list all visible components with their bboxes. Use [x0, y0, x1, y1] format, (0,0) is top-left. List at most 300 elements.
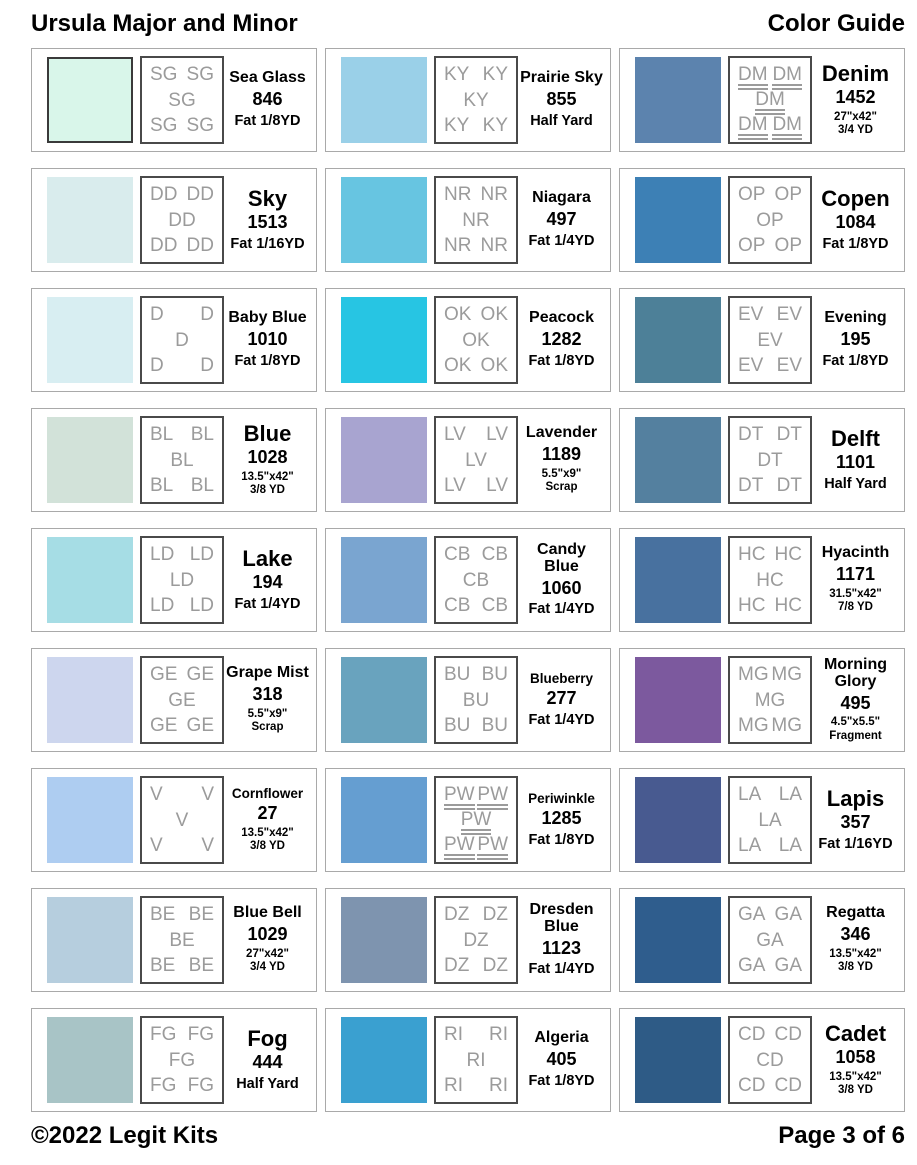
code-row	[150, 1025, 214, 1044]
piece-code: OK	[444, 355, 472, 376]
color-card	[619, 528, 905, 632]
fabric-name: Blueberry	[529, 670, 594, 686]
code-row	[444, 785, 508, 810]
code-row	[738, 331, 802, 350]
guide-label: Color Guide	[767, 10, 905, 37]
piece-code: RI	[444, 1075, 463, 1096]
color-swatch	[47, 657, 133, 743]
code-row	[444, 451, 508, 470]
fabric-info	[518, 542, 605, 618]
code-row	[444, 331, 508, 350]
fabric-number: 1084	[835, 212, 876, 233]
piece-code: PW	[444, 835, 475, 860]
fabric-info	[812, 657, 899, 743]
color-card	[31, 888, 317, 992]
fabric-info	[518, 672, 605, 729]
piece-code: OP	[774, 184, 802, 205]
yardage: 31.5"x42" 7/8 YD	[829, 588, 882, 614]
color-card	[31, 48, 317, 152]
code-row	[150, 905, 214, 924]
code-row	[738, 665, 802, 684]
color-swatch	[47, 297, 133, 383]
piece-code: GE	[186, 664, 214, 685]
piece-code-box	[140, 1016, 224, 1104]
fabric-info	[812, 62, 899, 137]
piece-code: KY	[482, 64, 508, 85]
color-card	[325, 888, 611, 992]
code-row	[738, 931, 802, 950]
fabric-info	[812, 310, 899, 369]
code-row	[738, 785, 802, 804]
piece-code-box	[140, 776, 224, 864]
piece-code: SG	[186, 115, 214, 136]
color-card	[31, 648, 317, 752]
fabric-number: 1285	[541, 807, 582, 828]
fabric-number: 346	[840, 924, 871, 945]
yardage: Half Yard	[236, 1076, 299, 1093]
piece-code: FG	[150, 1075, 177, 1096]
fabric-info	[224, 1027, 311, 1093]
yardage: Half Yard	[824, 476, 887, 493]
piece-code: OK	[444, 304, 472, 325]
piece-code-box	[728, 296, 812, 384]
color-swatch	[47, 177, 133, 263]
piece-code: SG	[150, 64, 178, 85]
color-card	[325, 528, 611, 632]
code-row	[444, 571, 508, 590]
color-swatch	[341, 777, 427, 863]
piece-code: DM	[755, 90, 785, 115]
code-row	[150, 716, 214, 735]
color-card	[619, 1008, 905, 1112]
yardage: Fat 1/4YD	[528, 232, 595, 249]
page-footer	[31, 1112, 905, 1150]
fabric-number: 1029	[247, 924, 288, 945]
piece-code-box	[434, 896, 518, 984]
piece-code: CB	[481, 595, 508, 616]
piece-code: V	[175, 809, 189, 831]
color-card	[619, 48, 905, 152]
yardage: 4.5"x5.5" Fragment	[829, 716, 882, 742]
piece-code: NR	[480, 235, 508, 256]
code-row	[738, 476, 802, 495]
fabric-name: Dresden Blue	[529, 900, 594, 935]
code-row	[150, 116, 214, 135]
piece-code: PW	[461, 810, 492, 835]
code-row	[444, 1051, 508, 1070]
piece-code: CD	[738, 1075, 766, 1096]
yardage: 27"x42" 3/4 YD	[246, 948, 289, 974]
piece-code: CB	[462, 569, 490, 591]
piece-code: DM	[772, 65, 802, 90]
code-row	[150, 1051, 214, 1070]
fabric-name: Baby Blue	[228, 309, 307, 327]
piece-code: RI	[444, 1024, 463, 1045]
fabric-name: Fog	[247, 1026, 288, 1052]
piece-code: CD	[774, 1075, 802, 1096]
code-row	[444, 185, 508, 204]
piece-code: BE	[169, 929, 195, 951]
piece-code: GA	[756, 929, 784, 951]
piece-code: EV	[776, 355, 802, 376]
code-row	[444, 905, 508, 924]
piece-code: DT	[776, 424, 802, 445]
piece-code: BE	[188, 955, 214, 976]
piece-code: BU	[481, 664, 508, 685]
piece-code: BL	[190, 424, 214, 445]
piece-code: CD	[756, 1049, 784, 1071]
piece-code-box	[728, 56, 812, 144]
piece-code-box	[434, 56, 518, 144]
code-row	[444, 835, 508, 860]
piece-code: BE	[150, 904, 176, 925]
piece-code-box	[140, 296, 224, 384]
code-row	[150, 211, 214, 230]
code-row	[444, 956, 508, 975]
color-swatch	[341, 657, 427, 743]
fabric-info	[812, 427, 899, 493]
color-card	[619, 408, 905, 512]
yardage: Fat 1/16YD	[818, 836, 893, 853]
code-row	[150, 665, 214, 684]
piece-code: LA	[758, 809, 782, 831]
piece-code: HC	[738, 595, 766, 616]
piece-code-box	[140, 536, 224, 624]
piece-code: RI	[489, 1075, 508, 1096]
fabric-info	[518, 792, 605, 849]
color-card	[619, 288, 905, 392]
piece-code: EV	[738, 304, 764, 325]
fabric-info	[224, 422, 311, 497]
code-row	[738, 425, 802, 444]
fabric-name: Prairie Sky	[520, 69, 603, 87]
piece-code: LD	[169, 569, 195, 591]
code-row	[444, 236, 508, 255]
fabric-name: Lapis	[826, 786, 885, 812]
piece-code-box	[434, 536, 518, 624]
piece-code: PW	[444, 785, 475, 810]
piece-code: BU	[462, 689, 490, 711]
fabric-number: 846	[252, 89, 283, 110]
piece-code: CB	[444, 544, 471, 565]
piece-code: V	[201, 784, 214, 805]
code-row	[444, 211, 508, 230]
piece-code: PW	[477, 785, 508, 810]
piece-code: HC	[756, 569, 784, 591]
color-swatch	[341, 297, 427, 383]
piece-code: KY	[482, 115, 508, 136]
color-card	[325, 1008, 611, 1112]
fabric-name: Algeria	[534, 1029, 589, 1047]
fabric-number: 1123	[541, 937, 582, 958]
piece-code: MG	[738, 664, 769, 685]
piece-code: HC	[774, 544, 802, 565]
code-row	[444, 305, 508, 324]
fabric-info	[224, 905, 311, 974]
fabric-info	[224, 787, 311, 853]
fabric-name: Delft	[831, 426, 880, 452]
piece-code: DM	[772, 115, 802, 140]
code-row	[444, 691, 508, 710]
fabric-number: 357	[840, 812, 871, 833]
code-row	[150, 451, 214, 470]
page-number: Page 3 of 6	[778, 1122, 905, 1149]
piece-code: V	[150, 784, 163, 805]
piece-code: DM	[738, 65, 768, 90]
code-row	[738, 571, 802, 590]
code-row	[738, 356, 802, 375]
code-row	[150, 691, 214, 710]
piece-code: MG	[754, 689, 786, 711]
color-card	[325, 288, 611, 392]
piece-code: BE	[188, 904, 214, 925]
color-card	[31, 768, 317, 872]
fabric-number: 194	[252, 572, 283, 593]
piece-code: GE	[168, 689, 196, 711]
fabric-info	[224, 547, 311, 613]
yardage: 27"x42" 3/4 YD	[834, 111, 877, 137]
piece-code: NR	[444, 184, 472, 205]
fabric-info	[518, 425, 605, 494]
color-swatch	[47, 417, 133, 503]
piece-code: DM	[738, 115, 768, 140]
code-row	[444, 810, 508, 835]
piece-code: MG	[738, 715, 769, 736]
fabric-name: Regatta	[826, 904, 885, 922]
piece-code-box	[140, 176, 224, 264]
piece-code: GA	[774, 904, 802, 925]
fabric-name: Sky	[247, 186, 288, 212]
piece-code: DZ	[463, 929, 489, 951]
piece-code: BL	[150, 424, 174, 445]
color-swatch	[341, 57, 427, 143]
piece-code: DT	[738, 424, 764, 445]
fabric-info	[224, 310, 311, 369]
piece-code: LD	[189, 544, 214, 565]
piece-code: GE	[186, 715, 214, 736]
color-card	[619, 768, 905, 872]
piece-code: SG	[186, 64, 214, 85]
code-row	[150, 1076, 214, 1095]
fabric-info	[812, 1022, 899, 1097]
piece-code: BU	[444, 715, 471, 736]
piece-code: BE	[150, 955, 176, 976]
color-swatch	[635, 297, 721, 383]
fabric-number: 855	[546, 89, 577, 110]
piece-code: LD	[150, 595, 175, 616]
piece-code: SG	[168, 89, 196, 111]
piece-code: OP	[774, 235, 802, 256]
yardage: 13.5"x42" 3/8 YD	[241, 826, 294, 852]
color-swatch	[635, 57, 721, 143]
fabric-number: 1189	[541, 444, 582, 465]
piece-code: FG	[187, 1024, 214, 1045]
piece-code: OP	[738, 184, 766, 205]
piece-code: OK	[462, 329, 490, 351]
fabric-info	[812, 545, 899, 614]
code-row	[738, 691, 802, 710]
code-row	[150, 305, 214, 324]
color-card	[31, 288, 317, 392]
code-row	[444, 716, 508, 735]
code-row	[150, 785, 214, 804]
piece-code: EV	[757, 329, 783, 351]
code-row	[150, 185, 214, 204]
piece-code: HC	[738, 544, 766, 565]
code-row	[738, 1025, 802, 1044]
piece-code: EV	[776, 304, 802, 325]
yardage: Fat 1/16YD	[230, 236, 305, 253]
fabric-number: 495	[840, 692, 871, 713]
piece-code: CB	[481, 544, 508, 565]
fabric-name: Lake	[242, 546, 293, 572]
fabric-name: Periwinkle	[528, 790, 595, 806]
code-row	[444, 665, 508, 684]
code-row	[444, 545, 508, 564]
piece-code: CD	[738, 1024, 766, 1045]
piece-code: BU	[481, 715, 508, 736]
piece-code: DT	[738, 475, 764, 496]
code-row	[150, 331, 214, 350]
color-card	[325, 648, 611, 752]
fabric-info	[518, 310, 605, 369]
color-swatch	[635, 657, 721, 743]
yardage: Fat 1/8YD	[528, 352, 595, 369]
code-row	[150, 545, 214, 564]
piece-code: V	[201, 835, 214, 856]
yardage: Fat 1/8YD	[822, 236, 889, 253]
fabric-name: Morning Glory	[823, 656, 888, 690]
fabric-name: Blue	[243, 421, 292, 447]
piece-code: RI	[489, 1024, 508, 1045]
color-card	[619, 648, 905, 752]
color-swatch	[635, 897, 721, 983]
piece-code-box	[728, 416, 812, 504]
fabric-info	[518, 70, 605, 129]
piece-code: D	[200, 355, 214, 376]
color-card	[31, 408, 317, 512]
fabric-name: Grape Mist	[226, 664, 309, 682]
code-row	[738, 956, 802, 975]
fabric-name: Blue Bell	[233, 904, 302, 922]
piece-code: MG	[771, 715, 802, 736]
yardage: Fat 1/4YD	[528, 961, 595, 978]
fabric-number: 497	[546, 209, 577, 230]
piece-code: KY	[444, 64, 470, 85]
fabric-number: 1028	[247, 447, 288, 468]
fabric-number: 405	[546, 1049, 577, 1070]
code-row	[150, 65, 214, 84]
color-card	[31, 528, 317, 632]
fabric-info	[518, 190, 605, 249]
code-row	[150, 811, 214, 830]
code-row	[444, 596, 508, 615]
code-row	[150, 425, 214, 444]
fabric-number: 1060	[541, 577, 582, 598]
color-swatch	[635, 177, 721, 263]
color-swatch	[47, 777, 133, 863]
code-row	[444, 65, 508, 84]
piece-code: MG	[771, 664, 802, 685]
yardage: Fat 1/4YD	[528, 711, 595, 728]
fabric-info	[518, 1030, 605, 1089]
piece-code: GE	[150, 664, 178, 685]
code-row	[150, 571, 214, 590]
piece-code: D	[200, 304, 214, 325]
code-row	[738, 1076, 802, 1095]
color-card	[325, 48, 611, 152]
piece-code: EV	[738, 355, 764, 376]
yardage: Fat 1/4YD	[528, 601, 595, 618]
yardage: 5.5"x9" Scrap	[247, 708, 288, 734]
piece-code: DD	[168, 209, 196, 231]
fabric-info	[812, 787, 899, 853]
code-row	[738, 305, 802, 324]
piece-code: GE	[150, 715, 178, 736]
piece-code-box	[728, 536, 812, 624]
fabric-number: 1452	[835, 87, 876, 108]
yardage: 13.5"x42" 3/8 YD	[241, 471, 294, 497]
piece-code: D	[175, 329, 189, 351]
piece-code: BL	[150, 475, 174, 496]
piece-code: NR	[444, 235, 472, 256]
color-grid	[31, 48, 905, 1112]
yardage: 13.5"x42" 3/8 YD	[829, 1071, 882, 1097]
piece-code: DZ	[482, 904, 508, 925]
code-row	[150, 476, 214, 495]
piece-code: DD	[150, 235, 178, 256]
color-swatch	[635, 537, 721, 623]
yardage: Fat 1/8YD	[822, 352, 889, 369]
code-row	[738, 185, 802, 204]
piece-code: GA	[738, 904, 766, 925]
code-row	[444, 116, 508, 135]
fabric-info	[224, 665, 311, 734]
color-swatch	[635, 1017, 721, 1103]
piece-code: HC	[774, 595, 802, 616]
code-row	[738, 90, 802, 115]
piece-code: LV	[486, 424, 508, 445]
piece-code: BU	[444, 664, 471, 685]
fabric-name: Cornflower	[231, 785, 304, 801]
piece-code: DZ	[444, 904, 470, 925]
piece-code: FG	[168, 1049, 196, 1071]
fabric-info	[224, 187, 311, 253]
piece-code: OK	[480, 355, 508, 376]
yardage: Fat 1/4YD	[234, 596, 301, 613]
piece-code-box	[728, 176, 812, 264]
fabric-number: 1171	[835, 564, 876, 585]
piece-code-box	[434, 656, 518, 744]
page-header	[31, 6, 905, 48]
fabric-number: 27	[257, 802, 278, 823]
code-row	[150, 356, 214, 375]
piece-code: LD	[150, 544, 175, 565]
piece-code-box	[434, 296, 518, 384]
pattern-title: Ursula Major and Minor	[31, 10, 298, 37]
code-row	[444, 931, 508, 950]
code-row	[738, 451, 802, 470]
color-swatch	[47, 57, 133, 143]
code-row	[738, 211, 802, 230]
yardage: Fat 1/8YD	[528, 831, 595, 848]
piece-code: V	[150, 835, 163, 856]
piece-code: NR	[462, 209, 490, 231]
color-swatch	[341, 1017, 427, 1103]
piece-code: GA	[738, 955, 766, 976]
yardage: Fat 1/8YD	[234, 112, 301, 129]
piece-code: FG	[187, 1075, 214, 1096]
